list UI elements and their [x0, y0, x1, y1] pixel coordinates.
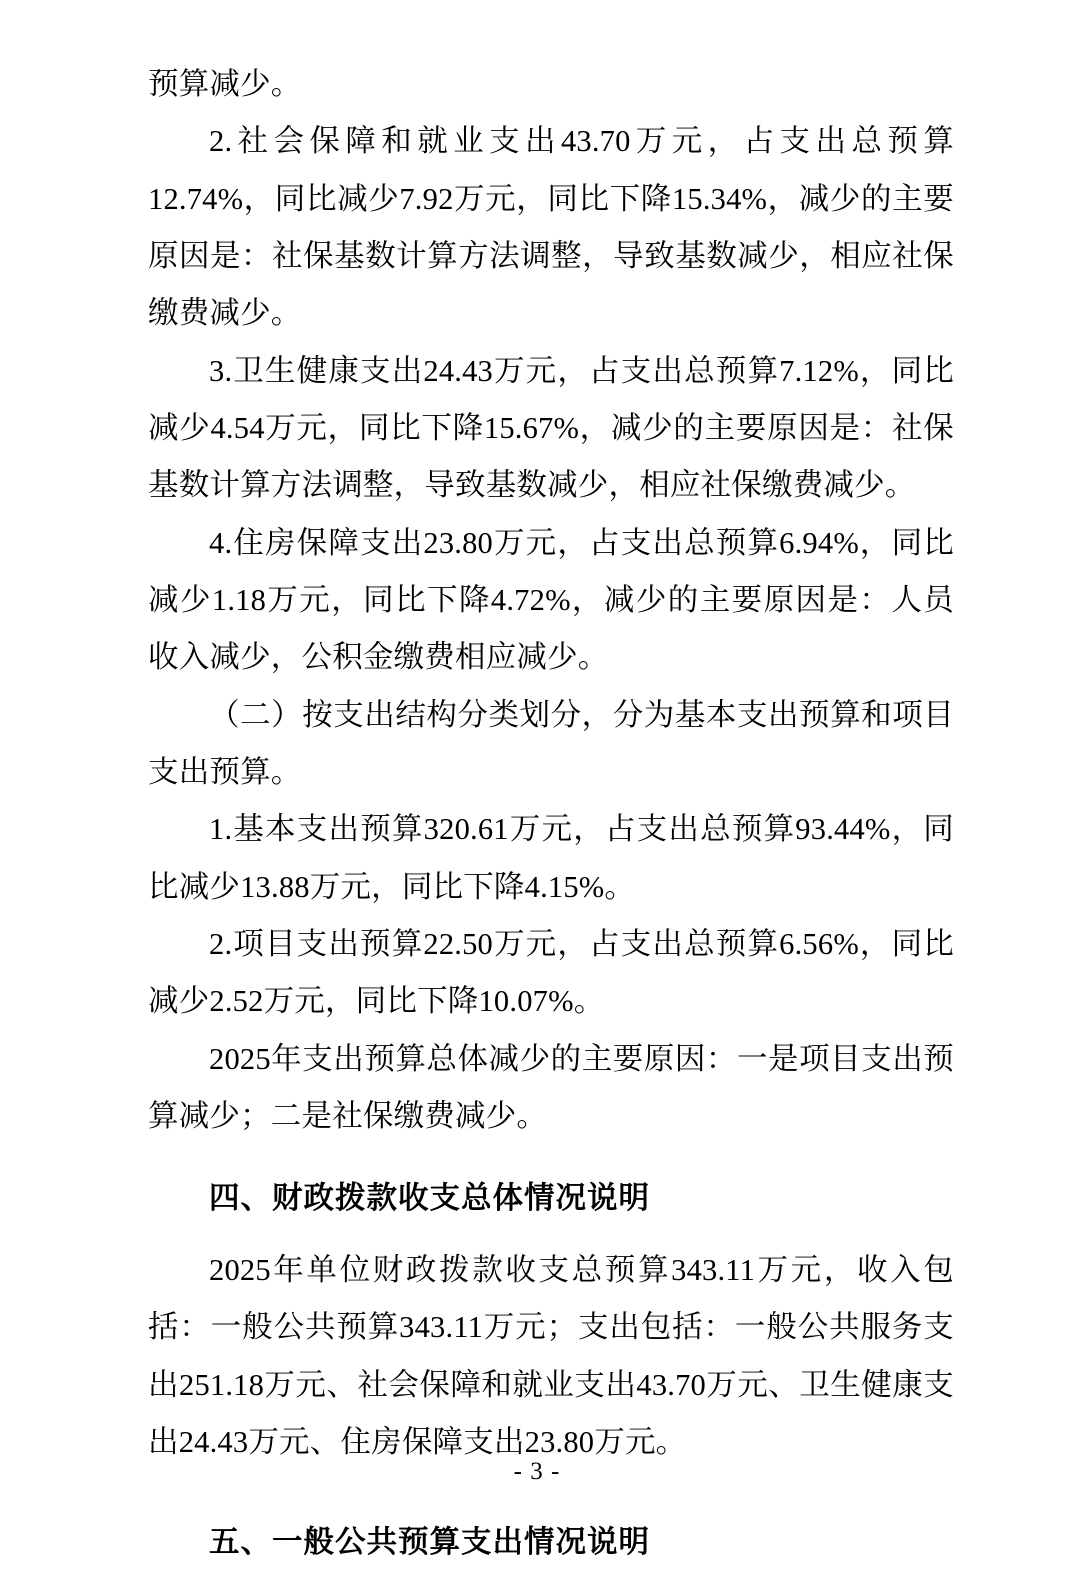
- paragraph-social-security-expenditure: 2.社会保障和就业支出43.70万元，占支出总预算12.74%，同比减少7.92万元，同比下降15.34%，减少的主要原因是：社保基数计算方法调整，导致基数减少，相应社保缴费减少。: [148, 124, 954, 331]
- paragraph-housing-expenditure: 4.住房保障支出23.80万元，占支出总预算6.94%，同比减少1.18万元，同比下降4.72%，减少的主要原因是：人员收入减少，公积金缴费相应减少。: [148, 525, 954, 675]
- paragraph-health-expenditure: 3.卫生健康支出24.43万元，占支出总预算7.12%，同比减少4.54万元，同比下降15.67%，减少的主要原因是：社保基数计算方法调整，导致基数减少，相应社保缴费减少。: [148, 353, 954, 503]
- paragraph-continuation: 预算减少。: [148, 67, 302, 101]
- page-number-footer: - 3 -: [513, 1458, 561, 1485]
- heading-section-four: 四、财政拨款收支总体情况说明: [209, 1181, 650, 1216]
- paragraph-basic-expenditure-budget: 1.基本支出预算320.61万元，占支出总预算93.44%，同比减少13.88万元，同比下降4.15%。: [148, 812, 954, 904]
- paragraph-decrease-reason-summary: 2025年支出预算总体减少的主要原因：一是项目支出预算减少；二是社保缴费减少。: [148, 1041, 954, 1133]
- paragraph-project-expenditure-budget: 2.项目支出预算22.50万元，占支出总预算6.56%，同比减少2.52万元，同比下降10.07%。: [148, 926, 954, 1019]
- document-body: [148, 56, 954, 1570]
- paragraph-section-two-structure: （二）按支出结构分类划分，分为基本支出预算和项目支出预算。: [148, 697, 954, 789]
- paragraph-fiscal-appropriation-overview: 2025年单位财政拨款收支总预算343.11万元，收入包括：一般公共预算343.11万元；支出包括：一般公共服务支出251.18万元、社会保障和就业支出43.70万元、卫生健康支出24.43万元、住房保障支出23.80万元。: [148, 1253, 954, 1460]
- heading-section-five: 五、一般公共预算支出情况说明: [209, 1525, 650, 1560]
